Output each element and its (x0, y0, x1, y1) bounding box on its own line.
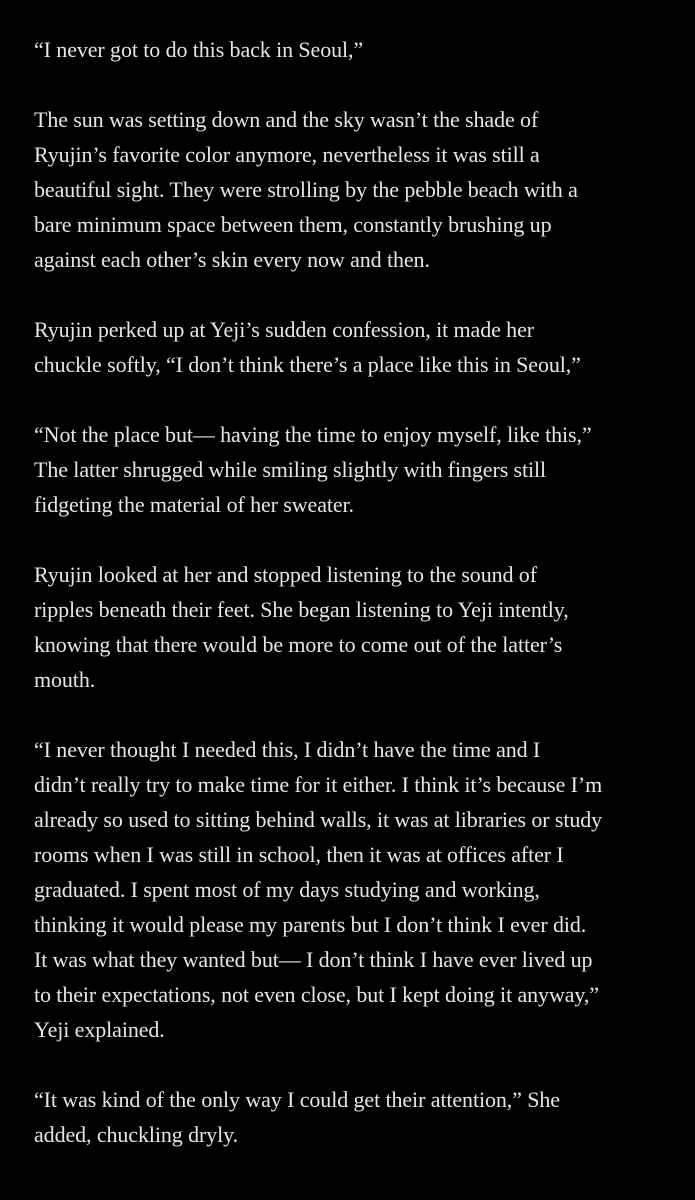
paragraph-2: The sun was setting down and the sky wasn’t the shade of Ryujin’s favorite color anymore, nevertheless it was still a beautiful sight. They were strolling by the pebble beach with a bare minimum space between them, constantly brushing up against each other’s skin every now and then. (34, 107, 578, 272)
story-text (34, 32, 675, 1152)
paragraph-6: “I never thought I needed this, I didn’t have the time and I didn’t really try to make time for it either. I think it’s because I’m already so used to sitting behind walls, it was at libraries or study rooms when I was still in school, then it was at offices after I graduated. I spent most of my days studying and working, thinking it would please my parents but I don’t think I ever did. It was what they wanted but— I don’t think I have ever lived up to their expectations, not even close, but I kept doing it anyway,” Yeji explained. (34, 737, 603, 1042)
paragraph-5: Ryujin looked at her and stopped listening to the sound of ripples beneath their feet. She began listening to Yeji intently, knowing that there would be more to come out of the latter’s mouth. (34, 562, 569, 692)
paragraph-7: “It was kind of the only way I could get their attention,” She added, chuckling dryly. (34, 1087, 560, 1147)
paragraph-1: “I never got to do this back in Seoul,” (34, 37, 364, 62)
paragraph-3: Ryujin perked up at Yeji’s sudden confession, it made her chuckle softly, “I don’t think there’s a place like this in Seoul,” (34, 317, 581, 377)
paragraph-4: “Not the place but— having the time to enjoy myself, like this,” The latter shrugged while smiling slightly with fingers still fidgeting the material of her sweater. (34, 422, 592, 517)
